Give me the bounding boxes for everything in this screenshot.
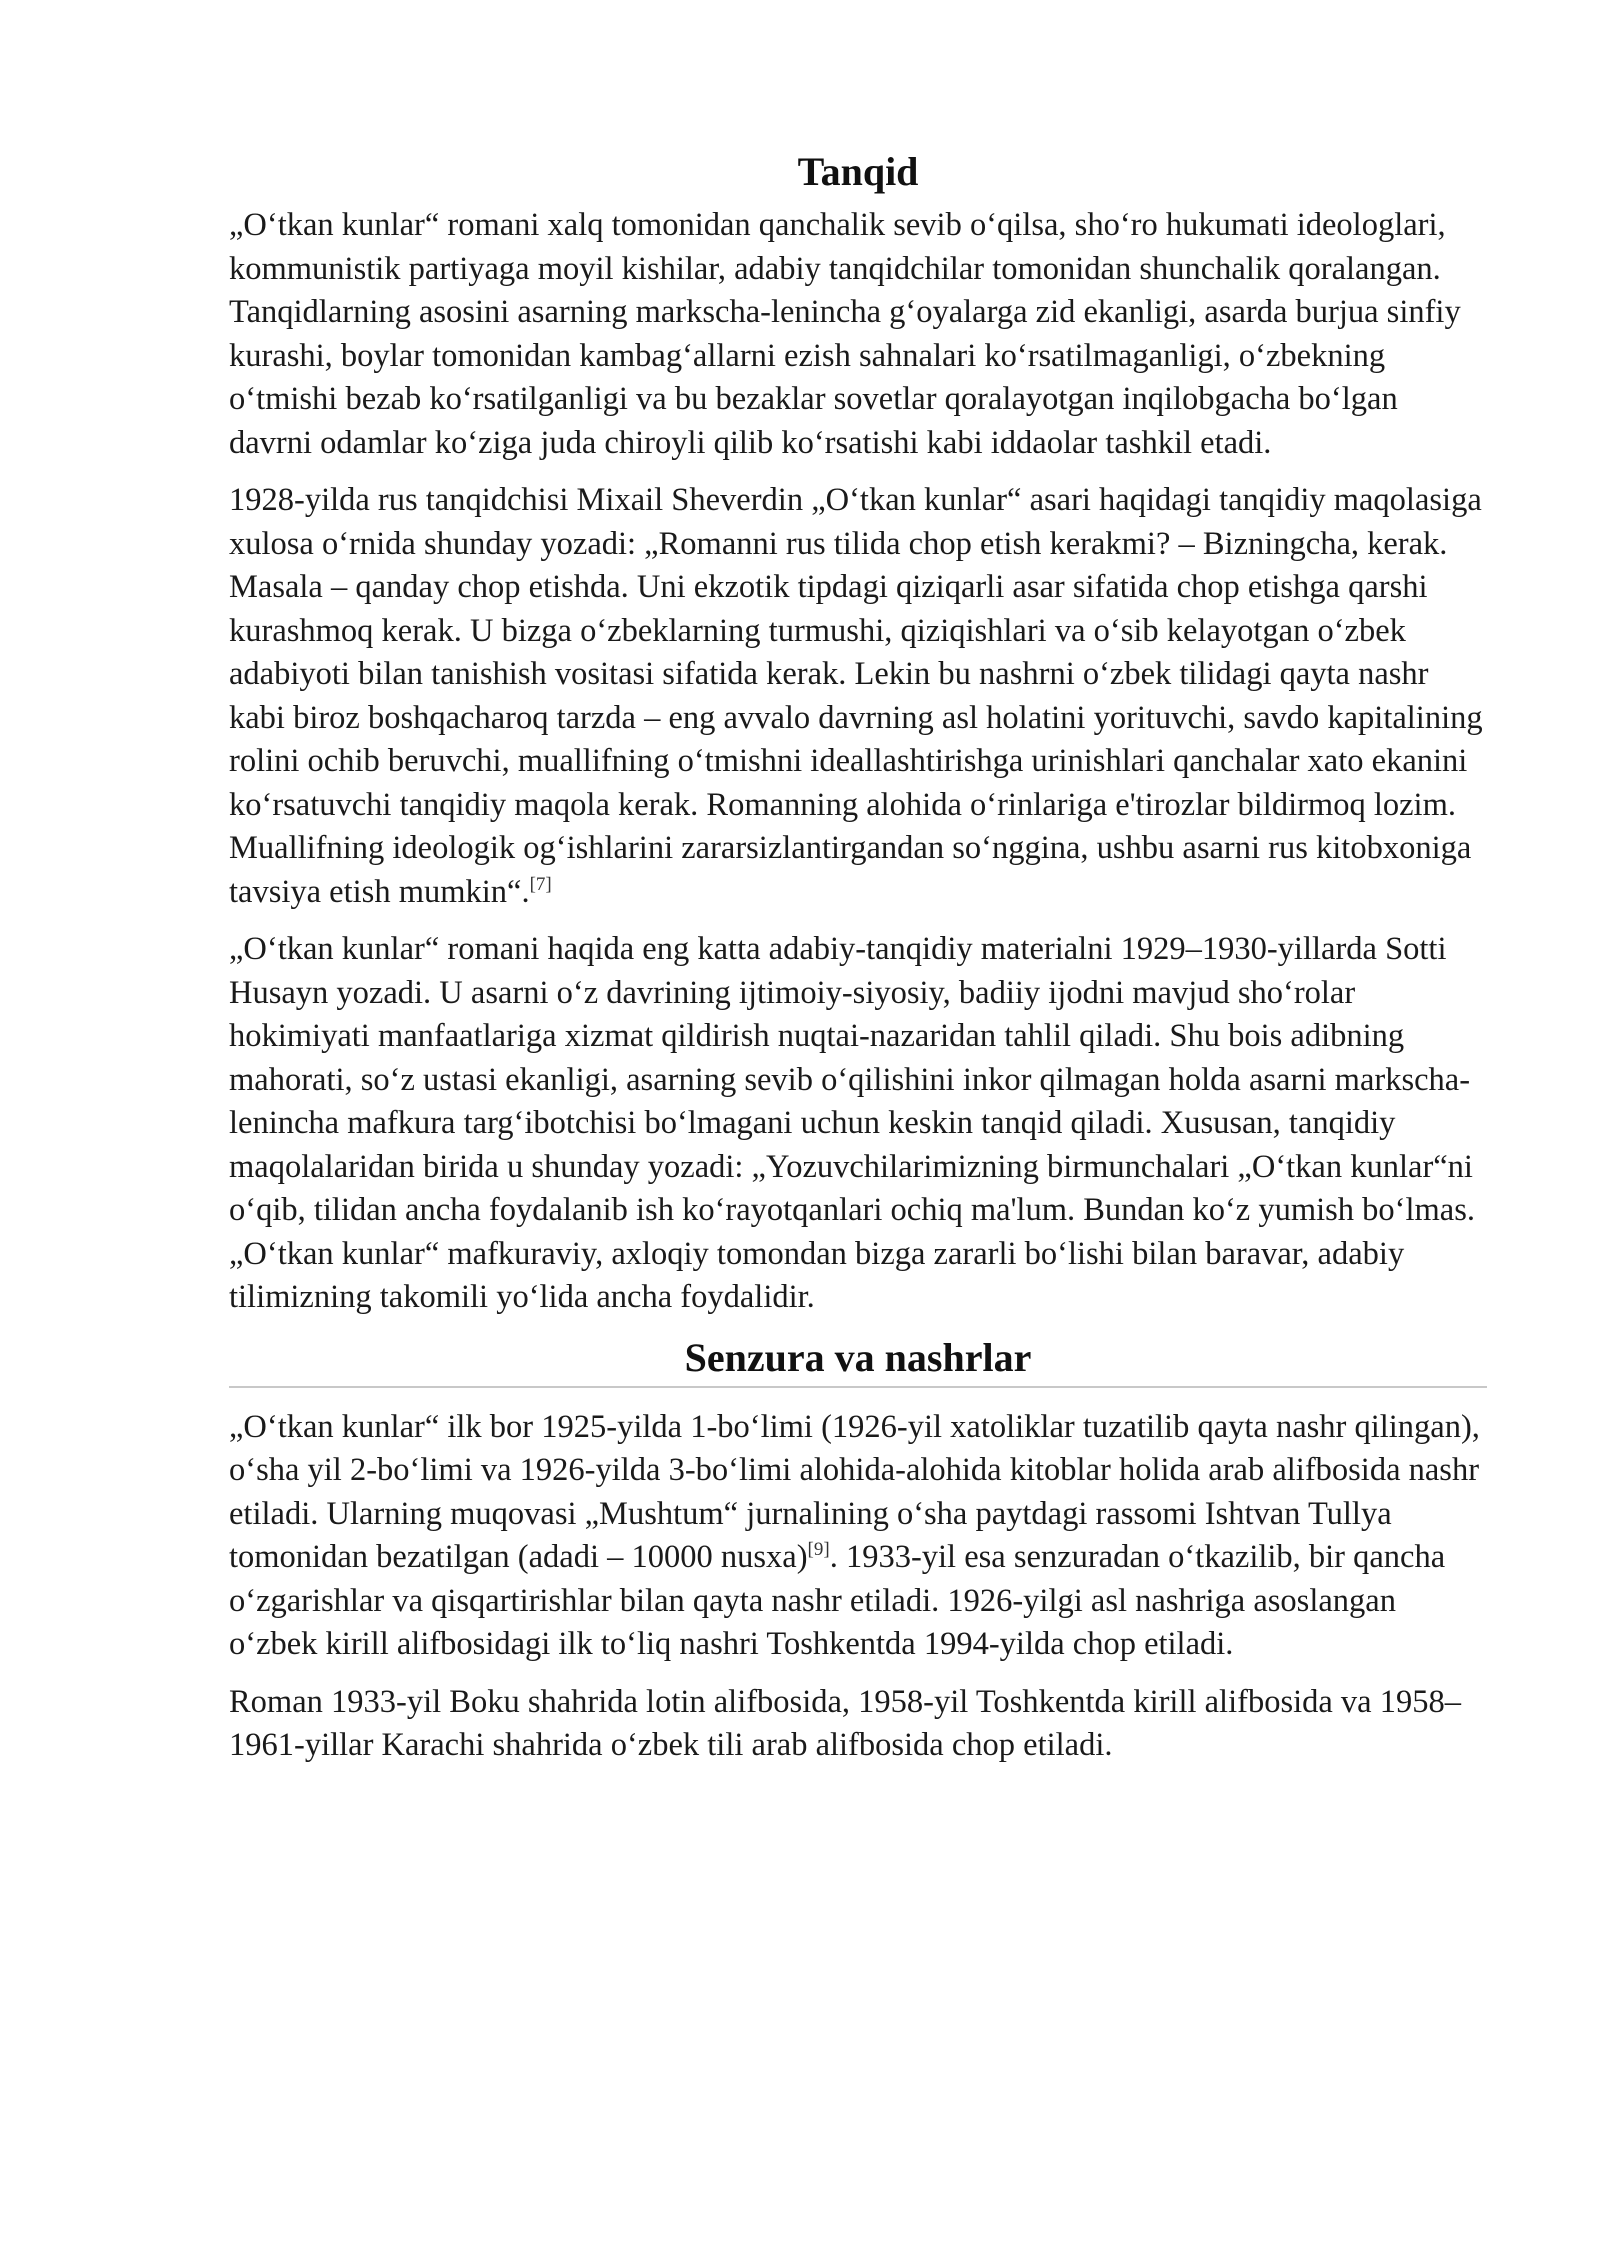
citation-link[interactable]: [7]: [529, 873, 552, 895]
section-heading: Tanqid: [797, 149, 919, 194]
section-tanqid: [229, 148, 1487, 1320]
section-senzura: [229, 1334, 1487, 1768]
paragraph-text: „O‘tkan kunlar“ ilk bor 1925-yilda 1-bo‘limi (1926-yil xatoliklar tuzatilib qayta nashr qilingan), o‘sha yil 2-bo‘limi va 1926-yilda 3-bo‘limi alohida-alohida kitoblar holida arab alifbosida nashr etiladi. Ularning muqovasi „Mushtum“ jurnalining o‘sha paytdagi rassomi Ishtvan Tullya tomonidan bezatilgan (adadi – 10000 nusxa): [229, 1408, 1480, 1575]
section-heading: Senzura va nashrlar: [229, 1334, 1487, 1388]
paragraph: „O‘tkan kunlar“ romani xalq tomonidan qanchalik sevib o‘qilsa, sho‘ro hukumati ideologlari, kommunistik partiyaga moyil kishilar, adabiy tanqidchilar tomonidan shunchalik qoralangan. Tanqidlarning asosini asarning markscha-lenincha g‘oyalarga zid ekanligi, asarda burjua sinfiy kurashi, boylar tomonidan kambag‘allarni ezish sahnalari ko‘rsatilmaganligi, o‘zbekning o‘tmishi bezab ko‘rsatilganligi va bu bezaklar sovetlar qoralayotgan inqilobgacha bo‘lgan davrni odamlar ko‘ziga juda chiroyli qilib ko‘rsatishi kabi iddaolar tashkil etadi.: [229, 207, 1461, 461]
paragraph: Roman 1933-yil Boku shahrida lotin alifbosida, 1958-yil Toshkentda kirill alifbosida va 1958–1961-yillar Karachi shahrida o‘zbek tili arab alifbosida chop etiladi.: [229, 1683, 1461, 1763]
paragraph: [229, 479, 1487, 914]
paragraph-text: 1928-yilda rus tanqidchisi Mixail Sheverdin „O‘tkan kunlar“ asari haqidagi tanqidiy maqolasiga xulosa o‘rnida shunday yozadi: „Romanni rus tilida chop etish kerakmi? – Bizningcha, kerak. Masala – qanday chop etishda. Uni ekzotik tipdagi qiziqarli asar sifatida chop etishga qarshi kurashmoq kerak. U bizga o‘zbeklarning turmushi, qiziqishlari va o‘sib kelayotgan o‘zbek adabiyoti bilan tanishish vositasi sifatida kerak. Lekin bu nashrni o‘zbek tilidagi qayta nashr kabi biroz boshqacharoq tarzda – eng avvalo davrning asl holatini yorituvchi, savdo kapitalining rolini ochib beruvchi, muallifning o‘tmishni ideallashtirishga urinishlari qanchalar xato ekanini ko‘rsatuvchi tanqidiy maqola kerak. Romanning alohida o‘rinlariga e'tirozlar bildirmoq lozim. Muallifning ideologik og‘ishlarini zararsizlantirgandan so‘nggina, ushbu asarni rus kitobxoniga tavsiya etish mumkin“.: [229, 482, 1483, 910]
paragraph: [229, 1406, 1487, 1667]
paragraph-text: . 1933-yil esa senzuradan o‘tkazilib, bir qancha o‘zgarishlar va qisqartirishlar bilan qayta nashr etiladi. 1926-yilgi asl nashriga asoslangan o‘zbek kirill alifbosidagi ilk to‘liq nashri Toshkentda 1994-yilda chop etiladi.: [229, 1539, 1446, 1662]
document-page: [229, 148, 1487, 1782]
citation-link[interactable]: [9]: [807, 1539, 830, 1561]
paragraph: „O‘tkan kunlar“ romani haqida eng katta adabiy-tanqidiy materialni 1929–1930-yillarda Sotti Husayn yozadi. U asarni o‘z davrining ijtimoiy-siyosiy, badiiy ijodni mavjud sho‘rolar hokimiyati manfaatlariga xizmat qildirish nuqtai-nazaridan tahlil qiladi. Shu bois adibning mahorati, so‘z ustasi ekanligi, asarning sevib o‘qilishini inkor qilmagan holda asarni markscha-lenincha mafkura targ‘ibotchisi bo‘lmagani uchun keskin tanqid qiladi. Xususan, tanqidiy maqolalaridan birida u shunday yozadi: „Yozuvchilarimizning birmunchalari „O‘tkan kunlar“ni o‘qib, tilidan ancha foydalanib ish ko‘rayotqanlari ochiq ma'lum. Bundan ko‘z yumish bo‘lmas. „O‘tkan kunlar“ mafkuraviy, axloqiy tomondan bizga zararli bo‘lishi bilan baravar, adabiy tilimizning takomili yo‘lida ancha foydalidir.: [229, 931, 1475, 1315]
